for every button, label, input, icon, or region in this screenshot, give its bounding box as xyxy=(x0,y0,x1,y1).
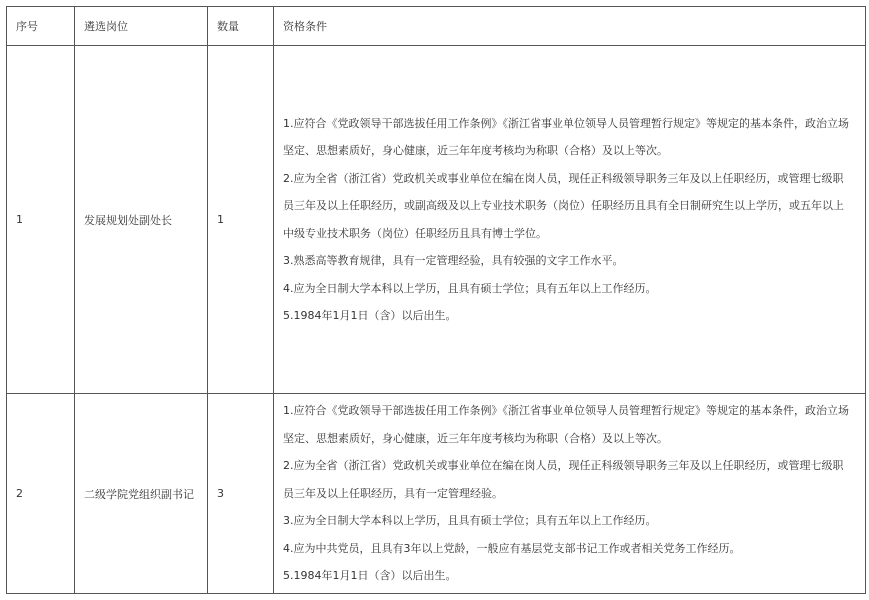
condition-item: 2.应为全省（浙江省）党政机关或事业单位在编在岗人员，现任正科级领导职务三年及以上任职经历，或管理七级职员三年及以上任职经历，具有一定管理经验。 xyxy=(283,459,844,500)
row-position: 二级学院党组织副书记 xyxy=(75,394,208,594)
condition-item: 3.应为全日制大学本科以上学历，且具有硕士学位；具有五年以上工作经历。 xyxy=(283,514,657,528)
condition-item: 2.应为全省（浙江省）党政机关或事业单位在编在岗人员，现任正科级领导职务三年及以上任职经历，或管理七级职员三年及以上任职经历，或副高级及以上专业技术职务（岗位）任职经历且具有全日制研究生以上学历，或五年以上中级专业技术职务（岗位）任职经历且具有博士学位。 xyxy=(283,171,844,240)
table-row xyxy=(7,394,866,594)
table-row xyxy=(7,46,866,394)
header-conditions: 资格条件 xyxy=(274,7,866,46)
condition-item: 4.应为全日制大学本科以上学历，且具有硕士学位；具有五年以上工作经历。 xyxy=(283,281,657,295)
condition-item: 1.应符合《党政领导干部选拔任用工作条例》《浙江省事业单位领导人员管理暂行规定》等规定的基本条件，政治立场坚定、思想素质好，身心健康，近三年年度考核均为称职（合格）及以上等次。 xyxy=(283,404,849,445)
row-count: 1 xyxy=(208,46,274,394)
header-index: 序号 xyxy=(7,7,75,46)
condition-item: 5.1984年1月1日（含）以后出生。 xyxy=(283,569,457,583)
row-conditions xyxy=(274,46,866,394)
row-conditions xyxy=(274,394,866,594)
condition-item: 5.1984年1月1日（含）以后出生。 xyxy=(283,309,457,322)
row-count: 3 xyxy=(208,394,274,594)
row-position: 发展规划处副处长 xyxy=(75,46,208,394)
row-index: 2 xyxy=(7,394,75,594)
header-count: 数量 xyxy=(208,7,274,46)
condition-item: 3.熟悉高等教育规律，具有一定管理经验，具有较强的文字工作水平。 xyxy=(283,254,624,267)
row-index: 1 xyxy=(7,46,75,394)
table-header-row xyxy=(7,7,866,46)
header-position: 遴选岗位 xyxy=(75,7,208,46)
recruitment-table xyxy=(6,6,866,594)
condition-item: 1.应符合《党政领导干部选拔任用工作条例》《浙江省事业单位领导人员管理暂行规定》等规定的基本条件，政治立场坚定、思想素质好，身心健康，近三年年度考核均为称职（合格）及以上等次。 xyxy=(283,116,849,157)
condition-item: 4.应为中共党员，且具有3年以上党龄，一般应有基层党支部书记工作或者相关党务工作经历。 xyxy=(283,541,741,555)
